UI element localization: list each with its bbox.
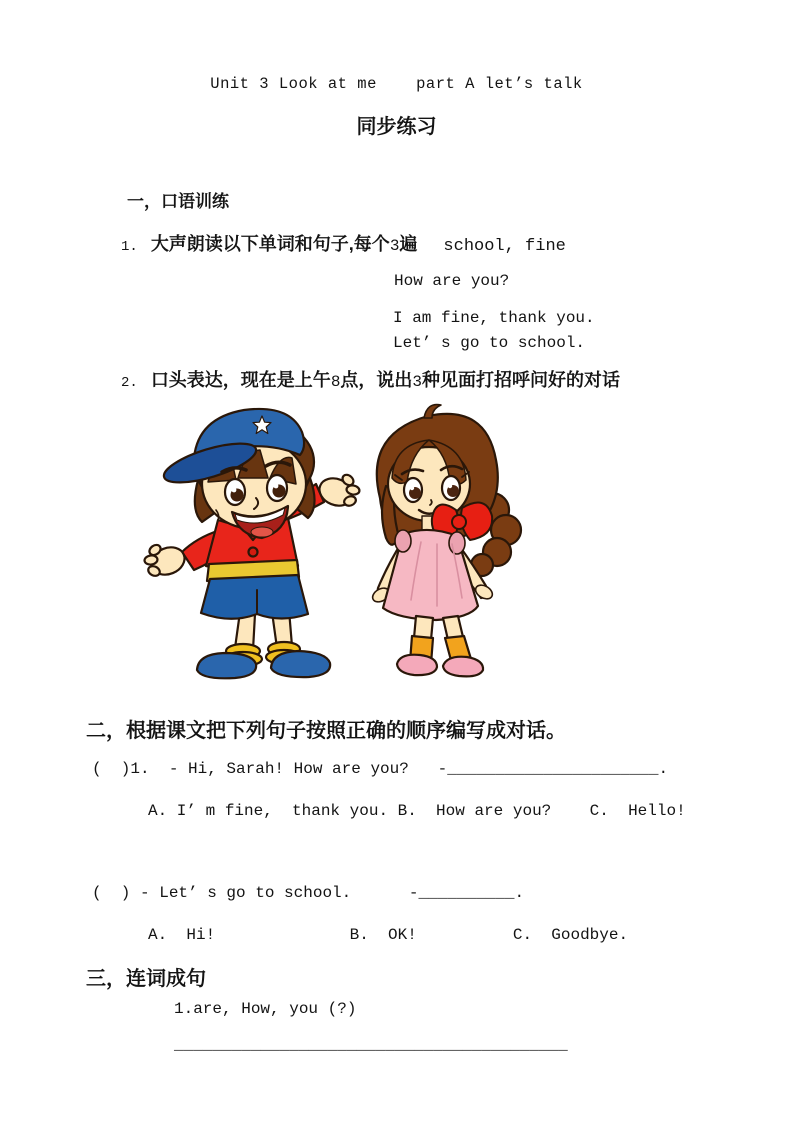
section1-item2 xyxy=(121,366,620,392)
section3-heading: 三，连词成句 xyxy=(86,968,206,990)
item2-text-cn-b: 点，说出 xyxy=(340,370,413,390)
boy-and-girl-illustration xyxy=(140,400,530,690)
item1-text-cn-a: 大声朗读以下单词和句子,每个 xyxy=(150,234,390,254)
item2-number: 2. xyxy=(121,375,138,391)
item1-number: 1. xyxy=(121,239,138,255)
section2-question1-options: A. I’ m fine, thank you. B. How are you? C. Hello! xyxy=(148,802,686,820)
item2-num-8: 8 xyxy=(330,373,341,391)
section3-answer-blank: _________________________________________ xyxy=(174,1036,568,1054)
item2-text-cn-a: 口头表达，现在是上午 xyxy=(150,370,331,390)
section1-item1 xyxy=(121,230,566,256)
item1-english-words: school, fine xyxy=(443,237,566,256)
girl-figure xyxy=(370,405,521,677)
practice-sentence-3: Let’ s go to school. xyxy=(393,334,586,352)
boy-figure xyxy=(144,409,360,678)
practice-sentence-2: I am fine, thank you. xyxy=(393,309,595,327)
section3-item1: 1.are, How, you (?) xyxy=(174,1000,357,1018)
section1-heading: 一，口语训练 xyxy=(127,192,229,211)
worksheet-title: Unit 3 Look at me part A let’s talk xyxy=(210,75,583,93)
section2-question2-options: A. Hi! B. OK! C. Goodbye. xyxy=(148,926,629,944)
item1-count: 3 xyxy=(389,237,400,255)
practice-sentence-1: How are you? xyxy=(394,272,510,290)
item1-text-cn-b: 遍 xyxy=(399,234,418,254)
worksheet-subtitle: 同步练习 xyxy=(356,116,437,138)
item2-num-3: 3 xyxy=(412,373,423,391)
section2-heading: 二，根据课文把下列句子按照正确的顺序编写成对话。 xyxy=(86,720,566,742)
section2-question1-line: ( )1. - Hi, Sarah! How are you? -______________________. xyxy=(92,760,669,778)
section2-question2-line: ( ) - Let’ s go to school. -__________. xyxy=(92,884,525,902)
item2-text-cn-c: 种见面打招呼问好的对话 xyxy=(422,370,621,390)
